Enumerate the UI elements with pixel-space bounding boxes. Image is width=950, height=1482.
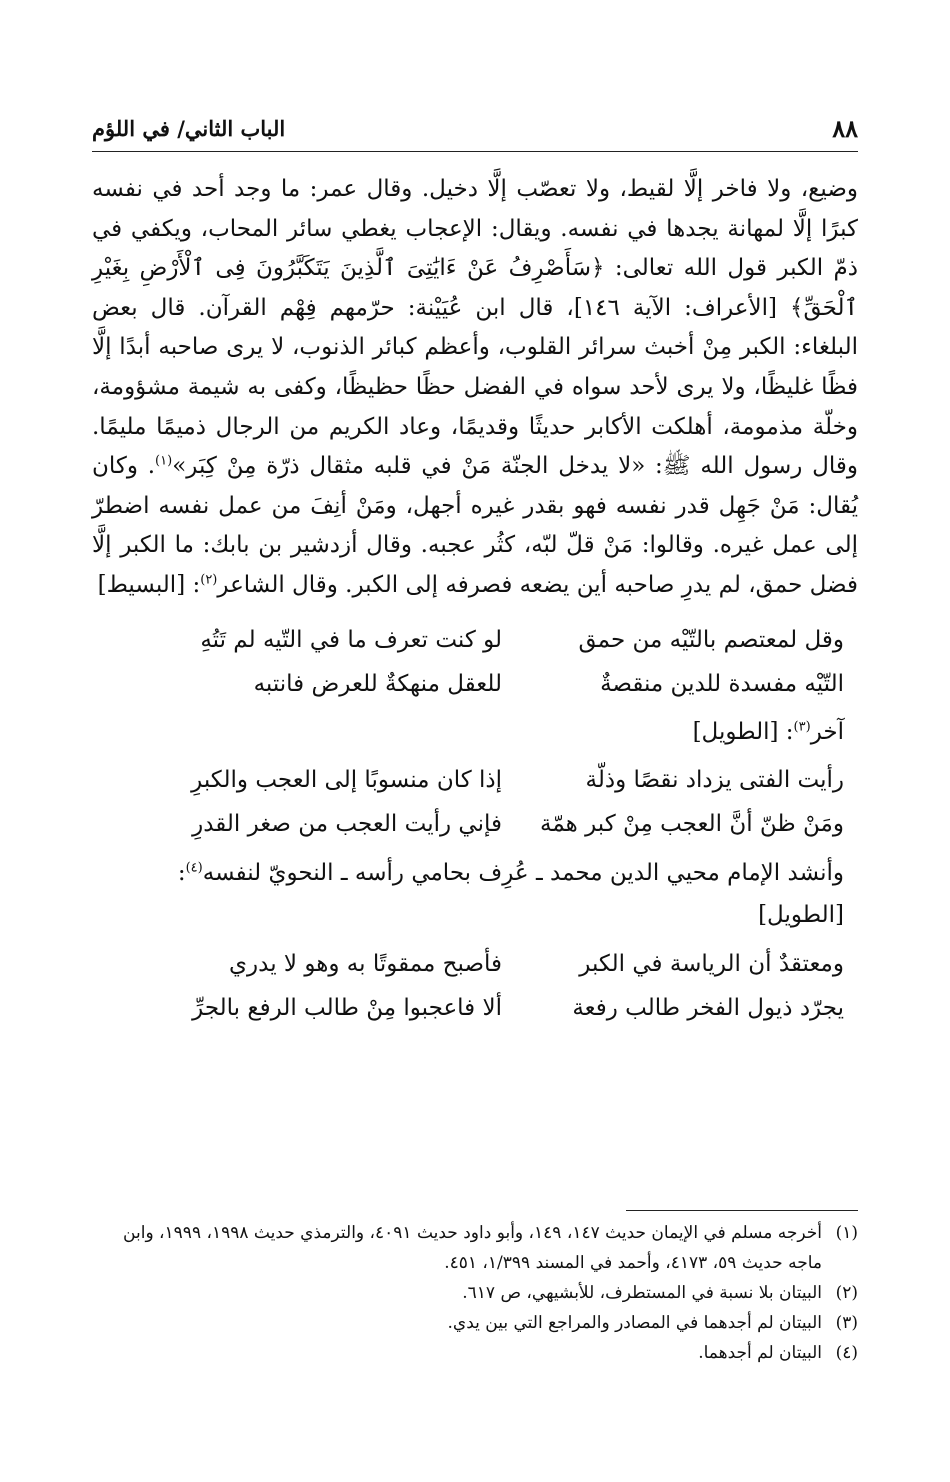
footnote-1 bbox=[92, 1218, 858, 1278]
header-rule bbox=[92, 151, 858, 152]
poem-3-intro-text: وأنشد الإمام محيي الدين محمد ـ عُرِف بحامي رأسه ـ النحويّ لنفسه bbox=[202, 859, 844, 886]
verse-second-hemistich: إذا كان منسوبًا إلى العجب والكبرِ bbox=[191, 766, 502, 793]
verse bbox=[92, 662, 858, 706]
verse-second-hemistich: ألا فاعجبوا مِنْ طالب الرفع بالجرِّ bbox=[192, 994, 502, 1021]
footnote-ref-2: (٢) bbox=[200, 572, 218, 588]
footnotes bbox=[92, 1196, 858, 1368]
paragraph-1-text-a: وضيع، ولا فاخر إلَّا لقيط، ولا تعصّب إلَّا دخيل. وقال عمر: ما وجد أحد في نفسه كبرًا إلَّا لمهانة يجدها في نفسه. ويقال: الإعجاب يغطي سائر المحاب، ويكفي في ذمّ الكبر قول الله تعالى: ﴿سَأَصْرِفُ عَنْ ءَايَٰتِىَ ٱلَّذِينَ يَتَكَبَّرُونَ فِى ٱلْأَرْضِ بِغَيْرِ ٱلْحَقِّ﴾ [الأعراف: الآية ١٤٦]، قال ابن عُيَيْنة: حرّمهم فِهْم القرآن. قال بعض البلغاء: الكبر مِنْ أخبث سرائر القلوب، وأعظم كبائر الذنوب، لا يرى صاحبه أبدًا إلَّا فظًا غليظًا، ولا يرى لأحد سواه في الفضل حظًا حظيظًا، وكفى به شيمة مشؤومة، وخلّة مذمومة، أهلكت الأكابر حديثًا وقديمًا، وعاد الكريم من الرجال ذميمًا مليمًا. وقال رسول الله ﷺ: «لا يدخل الجنّة مَنْ في قلبه مثقال ذرّة مِنْ كِبَر» bbox=[92, 176, 859, 480]
poem-3-intro bbox=[92, 852, 858, 936]
main-text bbox=[92, 170, 858, 1030]
footnote-ref-4: (٤) bbox=[185, 859, 203, 875]
verse-first-hemistich: يجرّد ذيول الفخر طالب رفعة bbox=[572, 994, 844, 1021]
verse-first-hemistich: رأيت الفتى يزداد نقصًا وذلّة bbox=[585, 766, 844, 793]
footnote-number: (٤) bbox=[835, 1343, 858, 1363]
footnote-text: البيتان لم أجدهما في المصادر والمراجع التي بين يدي. bbox=[447, 1313, 822, 1333]
verse-first-hemistich: التّيْه مفسدة للدين منقصةٌ bbox=[600, 670, 844, 697]
verse-first-hemistich: وقل لمعتصم بالتّيْه من حمق bbox=[578, 626, 844, 653]
footnote-4 bbox=[92, 1338, 858, 1368]
running-title: الباب الثاني/ في اللؤم bbox=[92, 116, 286, 141]
verse bbox=[92, 618, 858, 662]
poem-3-meter: : [الطويل] bbox=[177, 859, 844, 928]
page-header bbox=[92, 108, 858, 148]
footnote-2 bbox=[92, 1278, 858, 1308]
paragraph-1-text-c: : [البسيط] bbox=[97, 571, 201, 598]
poem-2-intro bbox=[92, 710, 858, 754]
verse bbox=[92, 758, 858, 802]
poem-1 bbox=[92, 618, 858, 706]
footnote-ref-1: (١) bbox=[155, 453, 173, 469]
footnote-rule bbox=[626, 1210, 858, 1211]
verse-second-hemistich: للعقل منهكةٌ للعرض فانتبه bbox=[253, 670, 502, 697]
verse-second-hemistich: فإني رأيت العجب من صغر القدرِ bbox=[192, 810, 502, 837]
verse bbox=[92, 942, 858, 986]
poem-2 bbox=[92, 758, 858, 846]
verse-first-hemistich: ومَنْ ظنّ أنَّ العجب مِنْ كبر همّة bbox=[540, 810, 844, 837]
footnote-3 bbox=[92, 1308, 858, 1338]
verse bbox=[92, 802, 858, 846]
verse-second-hemistich: لو كنت تعرف ما في التّيه لم تَتُهِ bbox=[200, 626, 502, 653]
footnote-text: البيتان لم أجدهما. bbox=[698, 1343, 822, 1363]
paragraph-1 bbox=[92, 170, 858, 606]
poem-3 bbox=[92, 942, 858, 1030]
footnote-number: (٢) bbox=[835, 1283, 858, 1303]
paragraph-1-text-b: . وكان يُقال: مَنْ جَهِل قدر نفسه فهو بقدر غيره أجهل، ومَنْ أنِفَ من عمل نفسه اضطرّ إلى عمل غيره. وقالوا: مَنْ قلّ لبّه، كثُر عجبه. وقال أزدشير بن بابك: ما الكبر إلَّا فضل حمق، لم يدرِ صاحبه أين يضعه فصرفه إلى الكبر. وقال الشاعر bbox=[92, 453, 858, 598]
poem-2-intro-text: آخر bbox=[810, 718, 844, 745]
verse-second-hemistich: فأصبح ممقوتًا به وهو لا يدري bbox=[229, 950, 502, 977]
footnote-number: (١) bbox=[835, 1223, 858, 1243]
page-number: ٨٨ bbox=[832, 114, 858, 143]
verse-first-hemistich: ومعتقدٌ أن الرياسة في الكبر bbox=[579, 950, 844, 977]
footnote-number: (٣) bbox=[835, 1313, 858, 1333]
poem-2-meter: : [الطويل] bbox=[692, 718, 794, 745]
verse bbox=[92, 986, 858, 1030]
footnote-text: أخرجه مسلم في الإيمان حديث ١٤٧، ١٤٩، وأبو داود حديث ٤٠٩١، والترمذي حديث ١٩٩٨، ١٩٩٩، وابن ماجه حديث ٥٩، ٤١٧٣، وأحمد في المسند ١/٣٩٩، ٤٥١. bbox=[123, 1223, 822, 1273]
footnote-ref-3: (٣) bbox=[793, 718, 811, 734]
footnote-text: البيتان بلا نسبة في المستطرف، للأبشيهي، ص ٦١٧. bbox=[462, 1283, 822, 1303]
